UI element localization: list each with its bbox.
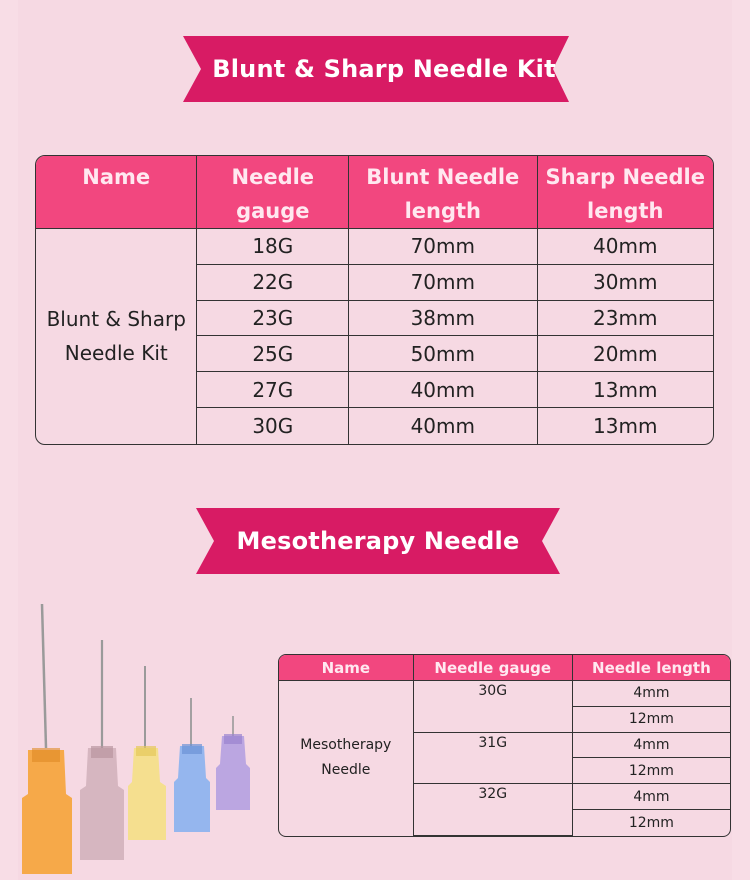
table-row — [36, 229, 713, 265]
blunt-length-cell: 40mm — [349, 408, 537, 444]
gauge-cell: 31G — [414, 733, 573, 785]
header-name: Name — [279, 655, 414, 681]
gauge-cell: 27G — [197, 372, 349, 408]
mesotherapy-title-banner — [196, 508, 560, 574]
sharp-length-cell: 13mm — [538, 372, 714, 408]
sharp-length-cell: 23mm — [538, 301, 714, 337]
sharp-length-cell: 40mm — [538, 229, 714, 265]
length-cell: 12mm — [573, 707, 730, 733]
length-cell: 12mm — [573, 758, 730, 784]
product-name-cell: Mesotherapy Needle — [279, 681, 414, 836]
mesotherapy-title: Mesotherapy Needle — [236, 527, 520, 555]
table-row — [279, 681, 730, 707]
header-needle-gauge: Needle gauge — [414, 655, 573, 681]
sharp-length-cell: 13mm — [593, 413, 658, 438]
needle-hubs-illustration — [18, 598, 268, 880]
kit-title-banner — [183, 36, 569, 102]
header-sharp-length: Sharp Needle length — [538, 156, 714, 229]
gauge-cell: 18G — [197, 229, 349, 265]
gauge-cell: 32G — [414, 784, 573, 836]
kit-title: Blunt & Sharp Needle Kit — [212, 55, 556, 83]
gauge-cell: 30G — [414, 681, 573, 733]
product-name-cell: Blunt & Sharp Needle Kit — [36, 229, 197, 444]
table-header-row — [36, 156, 713, 229]
gauge-cell: 25G — [197, 336, 349, 372]
header-name: Name — [36, 156, 197, 229]
header-blunt-length: Blunt Needle length — [349, 156, 537, 229]
length-cell: 4mm — [573, 681, 730, 707]
blunt-length-cell: 40mm — [349, 372, 537, 408]
gauge-cell: 30G — [197, 408, 349, 444]
header-needle-gauge: Needle gauge — [197, 156, 349, 229]
length-cell: 4mm — [573, 784, 730, 810]
table-header-row — [279, 655, 730, 681]
blunt-length-cell: 38mm — [349, 301, 537, 337]
blunt-length-cell: 70mm — [349, 265, 537, 301]
needle-kit-table — [35, 155, 714, 445]
gauge-cell: 22G — [197, 265, 349, 301]
blunt-length-cell: 50mm — [349, 336, 537, 372]
length-cell: 4mm — [573, 733, 730, 759]
length-cell: 12mm — [628, 814, 674, 831]
sharp-length-cell: 20mm — [538, 336, 714, 372]
sharp-length-cell: 30mm — [538, 265, 714, 301]
header-needle-length: Needle length — [573, 655, 730, 681]
gauge-cell: 23G — [197, 301, 349, 337]
mesotherapy-table — [278, 654, 731, 837]
blunt-length-cell: 70mm — [349, 229, 537, 265]
